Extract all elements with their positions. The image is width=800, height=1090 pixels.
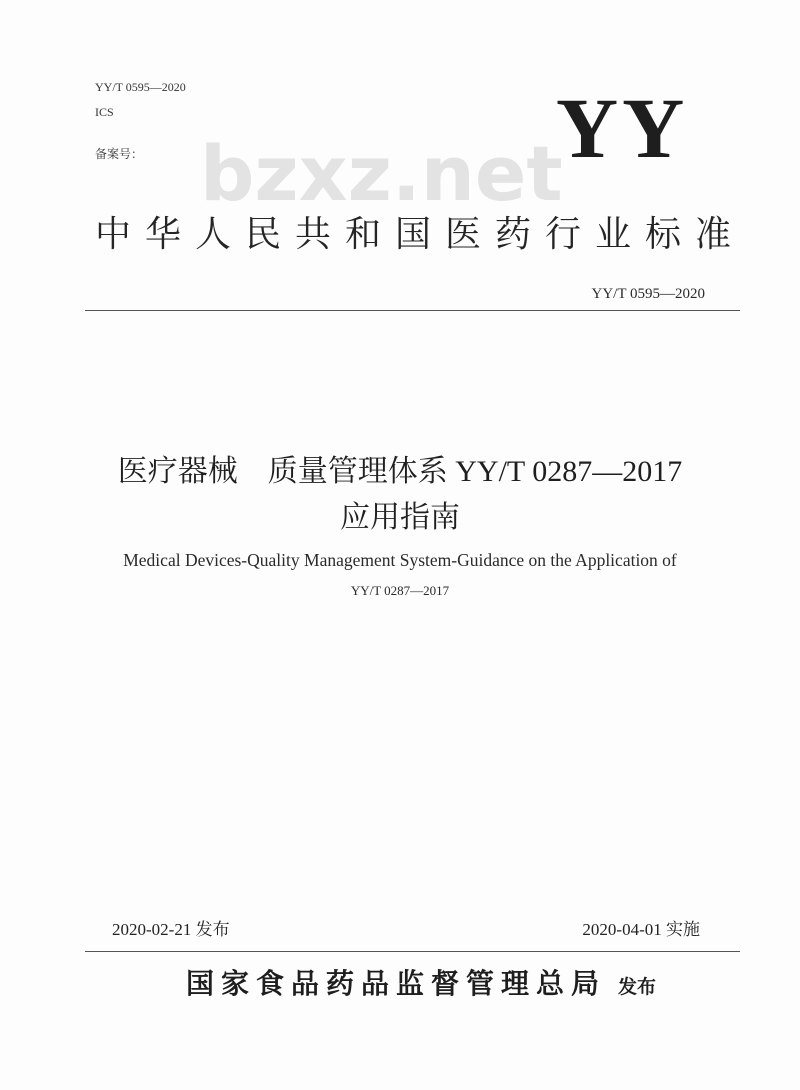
- title-cn-line1: 医疗器械 质量管理体系 YY/T 0287—2017: [117, 455, 683, 488]
- release-date: 2020-02-21 发布: [112, 920, 230, 939]
- implementation-date: 2020-04-01 实施: [582, 920, 700, 939]
- title-cn-line2: 应用指南: [340, 501, 460, 534]
- top-divider: [85, 310, 740, 311]
- title-en-line2: YY/T 0287—2017: [350, 583, 450, 598]
- issuer-suffix: 发布: [618, 976, 657, 998]
- bottom-divider: [85, 951, 740, 952]
- standard-code: YY/T 0595—2020: [591, 286, 705, 302]
- issuer-name: 国家食品药品监督管理总局: [186, 967, 607, 1000]
- watermark: bzxz.net: [200, 129, 563, 218]
- standard-code-small: YY/T 0595—2020: [95, 80, 186, 94]
- yy-logo: YY: [556, 80, 689, 176]
- filing-number-label: 备案号：: [95, 147, 144, 161]
- title-en-line1: Medical Devices-Quality Management System-Guidance on the Application of: [123, 550, 677, 570]
- issuer-block: [186, 967, 657, 1000]
- standard-category-heading: 中华人民共和国医药行业标准: [95, 214, 746, 255]
- ics-label: ICS: [95, 105, 114, 119]
